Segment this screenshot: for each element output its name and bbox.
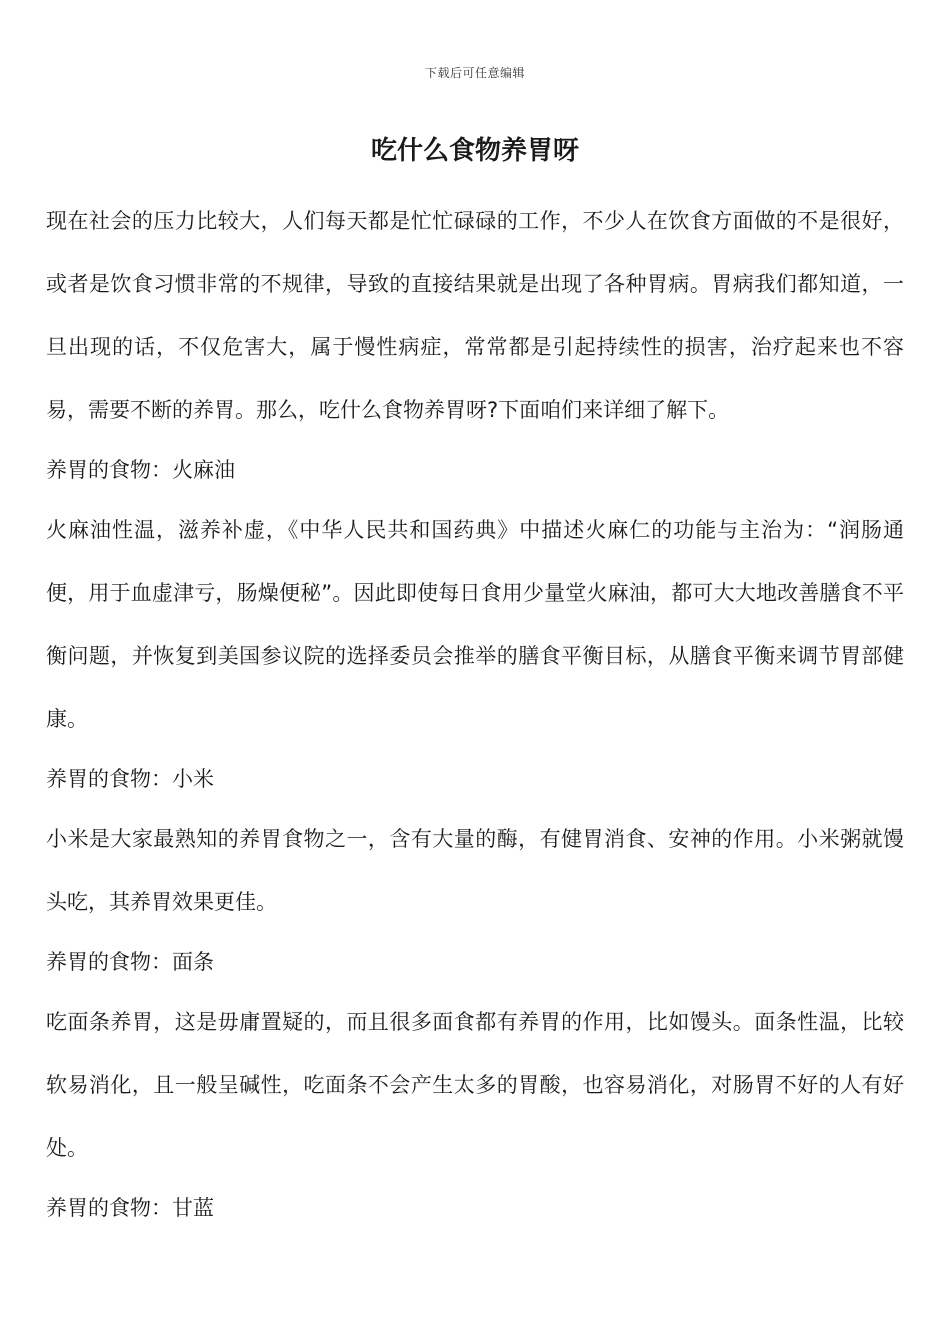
section-heading-noodles: 养胃的食物：面条 bbox=[46, 950, 214, 974]
section-heading-hemp-oil: 养胃的食物：火麻油 bbox=[46, 458, 235, 482]
document-body bbox=[46, 190, 904, 1237]
millet-paragraph: 小米是大家最熟知的养胃食物之一，含有大量的酶，有健胃消食、安神的作用。小米粥就馒头吃，其养胃效果更佳。 bbox=[46, 827, 904, 914]
hemp-oil-paragraph: 火麻油性温，滋养补虚，《中华人民共和国药典》中描述火麻仁的功能与主治为：“润肠通便，用于血虚津亏，肠燥便秘”。因此即使每日食用少量堂火麻油，都可大大地改善膳食不平衡问题，并恢复到美国参议院的选择委员会推举的膳食平衡目标，从膳食平衡来调节胃部健康。 bbox=[46, 518, 904, 731]
intro-paragraph: 现在社会的压力比较大，人们每天都是忙忙碌碌的工作，不少人在饮食方面做的不是很好，或者是饮食习惯非常的不规律，导致的直接结果就是出现了各种胃病。胃病我们都知道，一旦出现的话，不仅危害大，属于慢性病症，常常都是引起持续性的损害，治疗起来也不容易，需要不断的养胃。那么，吃什么食物养胃呀?下面咱们来详细了解下。 bbox=[46, 209, 904, 422]
section-heading-millet: 养胃的食物：小米 bbox=[46, 767, 214, 791]
noodles-paragraph: 吃面条养胃，这是毋庸置疑的，而且很多面食都有养胃的作用，比如馒头。面条性温，比较软易消化，且一般呈碱性，吃面条不会产生太多的胃酸，也容易消化，对肠胃不好的人有好处。 bbox=[46, 1010, 904, 1160]
header-note: 下载后可任意编辑 bbox=[424, 66, 525, 80]
section-heading-cabbage: 养胃的食物：甘蓝 bbox=[46, 1196, 214, 1220]
page-title: 吃什么食物养胃呀 bbox=[370, 136, 579, 166]
